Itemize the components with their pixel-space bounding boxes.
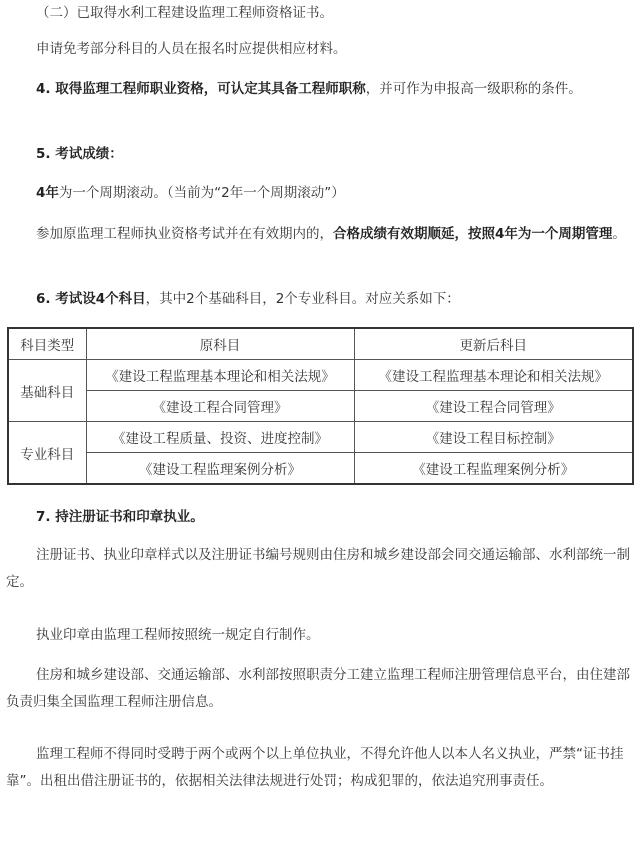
table-row — [8, 453, 633, 485]
cycle-rest: 为一个周期滚动。（当前为“2年一个周期滚动”） — [58, 185, 345, 201]
table-header-row — [8, 328, 633, 360]
section-4-paragraph — [6, 76, 634, 103]
updated-subject-cell: 《建设工程监理案例分析》 — [354, 453, 633, 485]
section-7-paragraph-3: 住房和城乡建设部、交通运输部、水利部按照职责分工建立监理工程师注册管理信息平台，由住建部负责归集全国监理工程师注册信息。 — [6, 667, 630, 710]
original-subject-cell: 《建设工程质量、投资、进度控制》 — [86, 422, 354, 453]
validity-end: 。 — [612, 226, 626, 242]
header-subject-type: 科目类型 — [8, 328, 86, 360]
validity-paragraph — [6, 221, 634, 248]
table-row — [8, 422, 633, 453]
original-subject-cell: 《建设工程合同管理》 — [86, 391, 354, 422]
header-original-subject: 原科目 — [86, 328, 354, 360]
section-7-paragraph-1: 注册证书、执业印章样式以及注册证书编号规则由住房和城乡建设部会同交通运输部、水利部统一制定。 — [6, 547, 630, 590]
table-row — [8, 360, 633, 391]
section-7-paragraph-4: 监理工程师不得同时受聘于两个或两个以上单位执业，不得允许他人以本人名义执业，严禁“证书挂靠”。出租出借注册证书的，依据相关法律法规进行处罚；构成犯罪的，依法追究刑事责任。 — [6, 746, 624, 789]
validity-normal: 参加原监理工程师执业资格考试并在有效期内的， — [36, 226, 333, 242]
header-updated-subject: 更新后科目 — [354, 328, 633, 360]
updated-subject-cell: 《建设工程合同管理》 — [354, 391, 633, 422]
section-4-bold: 4. 取得监理工程师职业资格，可认定其具备工程师职称 — [36, 81, 366, 97]
group-type-basic: 基础科目 — [8, 360, 86, 422]
section-6-paragraph — [6, 286, 634, 313]
cycle-bold: 4年 — [36, 185, 59, 201]
validity-bold: 合格成绩有效期顺延，按照4年为一个周期管理 — [333, 226, 613, 242]
updated-subject-cell: 《建设工程目标控制》 — [354, 422, 633, 453]
section-7-heading: 7. 持注册证书和印章执业。 — [36, 509, 204, 525]
table-row — [8, 391, 633, 422]
updated-subject-cell: 《建设工程监理基本理论和相关法规》 — [354, 360, 633, 391]
original-subject-cell: 《建设工程监理案例分析》 — [86, 453, 354, 485]
subject-table — [7, 327, 634, 485]
group-type-professional: 专业科目 — [8, 422, 86, 485]
cert-paragraph: （二）已取得水利工程建设监理工程师资格证书。 — [36, 5, 333, 21]
section-6-bold: 6. 考试设4个科目 — [36, 291, 146, 307]
cycle-paragraph — [6, 180, 634, 207]
original-subject-cell: 《建设工程监理基本理论和相关法规》 — [86, 360, 354, 391]
section-6-rest: ，其中2个基础科目，2个专业科目。对应关系如下： — [145, 291, 460, 307]
section-5-heading: 5. 考试成绩： — [36, 146, 123, 162]
exempt-paragraph: 申请免考部分科目的人员在报名时应提供相应材料。 — [36, 41, 347, 57]
section-4-rest: ，并可作为申报高一级职称的条件。 — [365, 81, 582, 97]
section-7-paragraph-2: 执业印章由监理工程师按照统一规定自行制作。 — [36, 627, 320, 643]
